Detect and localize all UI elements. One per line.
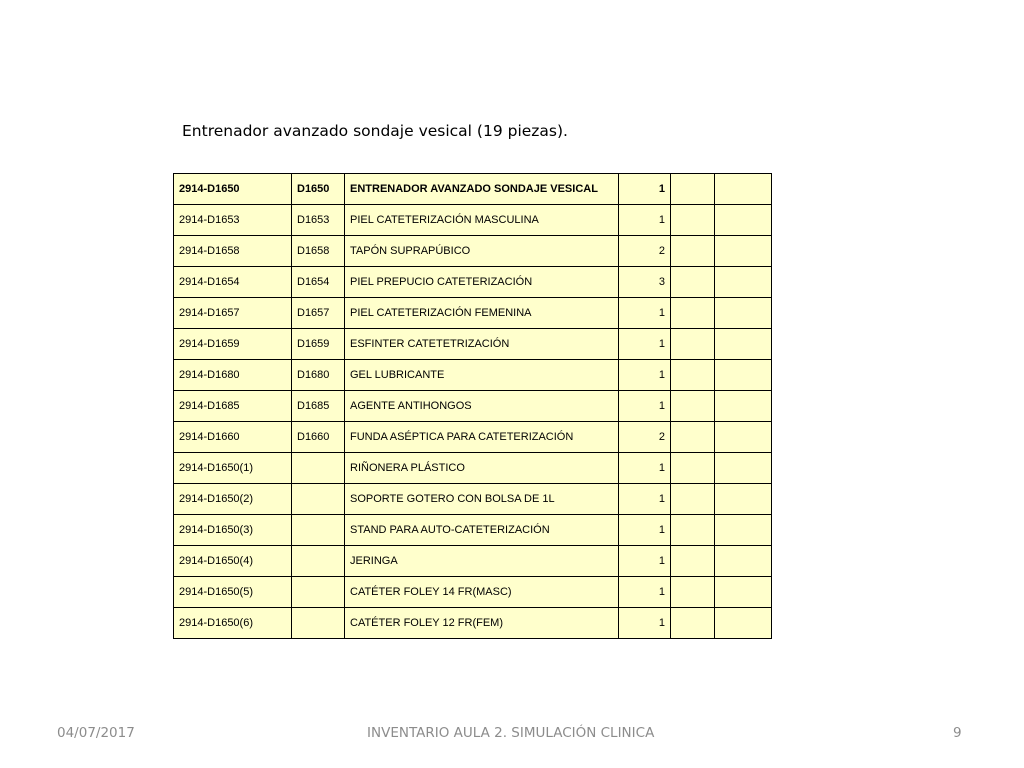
item-description: ESFINTER CATETETRIZACIÓN	[345, 329, 619, 360]
item-code: 2914-D1654	[174, 267, 292, 298]
item-ref: D1658	[292, 236, 345, 267]
item-code: 2914-D1658	[174, 236, 292, 267]
item-quantity: 1	[619, 391, 671, 422]
item-description: GEL LUBRICANTE	[345, 360, 619, 391]
empty-cell	[671, 360, 715, 391]
empty-cell	[715, 515, 772, 546]
item-ref	[292, 484, 345, 515]
item-description: PIEL CATETERIZACIÓN FEMENINA	[345, 298, 619, 329]
item-quantity: 1	[619, 174, 671, 205]
item-code: 2914-D1650(3)	[174, 515, 292, 546]
item-code: 2914-D1680	[174, 360, 292, 391]
item-quantity: 2	[619, 236, 671, 267]
footer-title: INVENTARIO AULA 2. SIMULACIÓN CLINICA	[367, 725, 655, 741]
footer-page-number: 9	[953, 725, 962, 741]
table-row	[174, 515, 772, 546]
empty-cell	[715, 608, 772, 639]
item-code: 2914-D1653	[174, 205, 292, 236]
footer-date: 04/07/2017	[57, 725, 135, 741]
inventory-table	[173, 173, 772, 639]
empty-cell	[715, 453, 772, 484]
empty-cell	[671, 298, 715, 329]
item-ref: D1653	[292, 205, 345, 236]
empty-cell	[671, 267, 715, 298]
empty-cell	[715, 267, 772, 298]
table-row	[174, 546, 772, 577]
empty-cell	[671, 515, 715, 546]
slide-title: Entrenador avanzado sondaje vesical (19 piezas).	[182, 122, 568, 140]
empty-cell	[715, 205, 772, 236]
item-quantity: 3	[619, 267, 671, 298]
empty-cell	[715, 329, 772, 360]
item-quantity: 1	[619, 484, 671, 515]
table-row	[174, 391, 772, 422]
item-ref: D1657	[292, 298, 345, 329]
table-row	[174, 453, 772, 484]
table-row	[174, 236, 772, 267]
table-row	[174, 608, 772, 639]
empty-cell	[671, 236, 715, 267]
item-ref: D1650	[292, 174, 345, 205]
item-ref	[292, 577, 345, 608]
empty-cell	[671, 422, 715, 453]
item-quantity: 1	[619, 329, 671, 360]
item-description: RIÑONERA PLÁSTICO	[345, 453, 619, 484]
empty-cell	[671, 453, 715, 484]
table-row	[174, 360, 772, 391]
item-ref: D1680	[292, 360, 345, 391]
empty-cell	[715, 174, 772, 205]
item-description: ENTRENADOR AVANZADO SONDAJE VESICAL	[345, 174, 619, 205]
item-ref	[292, 546, 345, 577]
empty-cell	[671, 484, 715, 515]
empty-cell	[671, 174, 715, 205]
table-row	[174, 205, 772, 236]
table-row	[174, 298, 772, 329]
empty-cell	[715, 422, 772, 453]
item-code: 2914-D1660	[174, 422, 292, 453]
item-quantity: 1	[619, 298, 671, 329]
table-row	[174, 174, 772, 205]
empty-cell	[715, 360, 772, 391]
empty-cell	[715, 577, 772, 608]
table-row	[174, 484, 772, 515]
item-description: AGENTE ANTIHONGOS	[345, 391, 619, 422]
item-code: 2914-D1650(5)	[174, 577, 292, 608]
table-row	[174, 422, 772, 453]
item-code: 2914-D1659	[174, 329, 292, 360]
item-ref: D1685	[292, 391, 345, 422]
item-code: 2914-D1650(1)	[174, 453, 292, 484]
table-row	[174, 267, 772, 298]
item-description: PIEL CATETERIZACIÓN MASCULINA	[345, 205, 619, 236]
item-description: JERINGA	[345, 546, 619, 577]
item-code: 2914-D1650(4)	[174, 546, 292, 577]
item-description: PIEL PREPUCIO CATETERIZACIÓN	[345, 267, 619, 298]
item-quantity: 1	[619, 546, 671, 577]
empty-cell	[715, 484, 772, 515]
item-code: 2914-D1650(6)	[174, 608, 292, 639]
item-description: STAND PARA AUTO-CATETERIZACIÓN	[345, 515, 619, 546]
item-quantity: 1	[619, 577, 671, 608]
item-ref: D1660	[292, 422, 345, 453]
empty-cell	[715, 236, 772, 267]
empty-cell	[715, 546, 772, 577]
table-row	[174, 577, 772, 608]
item-code: 2914-D1650	[174, 174, 292, 205]
item-quantity: 1	[619, 515, 671, 546]
item-description: CATÉTER FOLEY 12 FR(FEM)	[345, 608, 619, 639]
empty-cell	[671, 391, 715, 422]
item-description: CATÉTER FOLEY 14 FR(MASC)	[345, 577, 619, 608]
item-code: 2914-D1650(2)	[174, 484, 292, 515]
item-description: FUNDA ASÉPTICA PARA CATETERIZACIÓN	[345, 422, 619, 453]
item-quantity: 1	[619, 360, 671, 391]
item-quantity: 1	[619, 608, 671, 639]
empty-cell	[671, 205, 715, 236]
empty-cell	[671, 608, 715, 639]
item-ref: D1659	[292, 329, 345, 360]
item-quantity: 1	[619, 205, 671, 236]
empty-cell	[715, 391, 772, 422]
item-quantity: 2	[619, 422, 671, 453]
empty-cell	[715, 298, 772, 329]
item-ref	[292, 515, 345, 546]
table-row	[174, 329, 772, 360]
inventory-table-body	[174, 174, 772, 639]
item-ref	[292, 608, 345, 639]
item-ref: D1654	[292, 267, 345, 298]
empty-cell	[671, 546, 715, 577]
item-code: 2914-D1657	[174, 298, 292, 329]
empty-cell	[671, 329, 715, 360]
item-description: TAPÓN SUPRAPÚBICO	[345, 236, 619, 267]
item-quantity: 1	[619, 453, 671, 484]
item-ref	[292, 453, 345, 484]
item-code: 2914-D1685	[174, 391, 292, 422]
empty-cell	[671, 577, 715, 608]
item-description: SOPORTE GOTERO CON BOLSA DE 1L	[345, 484, 619, 515]
